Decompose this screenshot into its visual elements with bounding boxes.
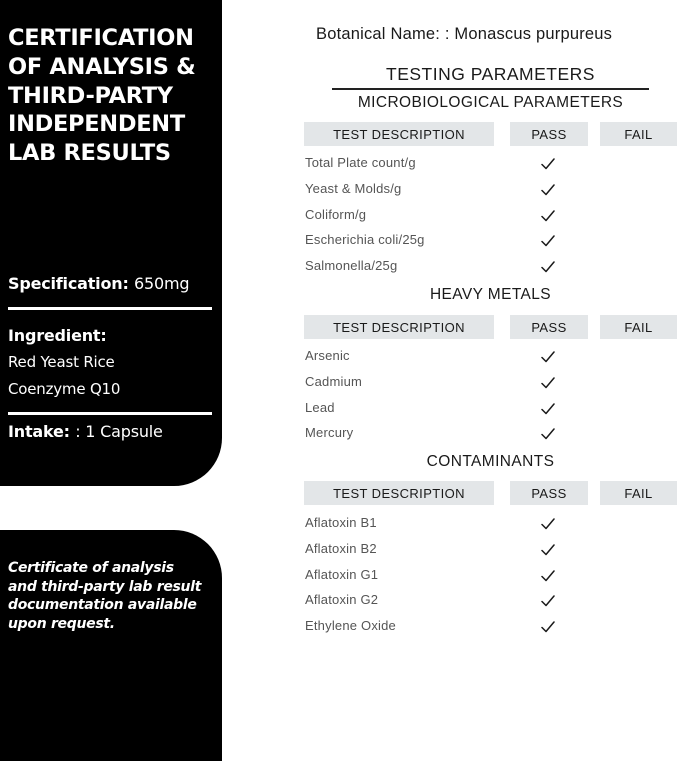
test-row-label: Yeast & Molds/g <box>305 180 402 196</box>
botanical-name: Botanical Name: : Monascus purpureus <box>316 25 613 43</box>
testing-title: TESTING PARAMETERS <box>386 64 595 84</box>
header-fail: FAIL <box>600 315 677 339</box>
checkmark-icon <box>541 402 555 414</box>
specification <box>8 274 189 293</box>
intake-label: Intake: <box>8 422 70 441</box>
checkmark-icon <box>541 594 555 606</box>
checkmark-icon <box>541 427 555 439</box>
title-underline <box>332 88 649 90</box>
header-pass: PASS <box>510 481 588 505</box>
test-row-label: Aflatoxin B1 <box>305 515 377 530</box>
test-row-label: Arsenic <box>305 348 350 363</box>
divider <box>8 307 212 310</box>
divider <box>8 412 212 415</box>
spec-value: 650mg <box>134 274 190 293</box>
checkmark-icon <box>541 350 555 362</box>
checkmark-icon <box>541 260 555 272</box>
note-line: and third-party lab result <box>8 578 202 595</box>
checkmark-icon <box>541 376 555 388</box>
intake-value: : 1 Capsule <box>75 422 163 441</box>
test-row-label: Escherichia coli/25g <box>305 232 425 248</box>
checkmark-icon <box>541 157 555 169</box>
header-pass: PASS <box>510 122 588 146</box>
headline-line: CERTIFICATION <box>8 25 194 51</box>
section-title: MICROBIOLOGICAL PARAMETERS <box>357 94 624 111</box>
header-fail: FAIL <box>600 481 677 505</box>
availability-note <box>8 559 218 633</box>
test-row-label: Ethylene Oxide <box>305 618 396 634</box>
test-row-label: Cadmium <box>305 373 363 389</box>
intake <box>8 422 163 441</box>
header-description: TEST DESCRIPTION <box>304 315 494 339</box>
checkmark-icon <box>541 620 555 632</box>
header-description: TEST DESCRIPTION <box>304 122 494 146</box>
checkmark-icon <box>541 517 555 529</box>
checkmark-icon <box>541 209 555 221</box>
checkmark-icon <box>541 183 555 195</box>
spec-label: Specification: <box>8 274 129 293</box>
headline-line: LAB RESULTS <box>8 140 171 167</box>
headline-line: THIRD-PARTY <box>8 82 173 109</box>
test-row-label: Salmonella/25g <box>305 258 398 274</box>
ingredient-item: Coenzyme Q10 <box>8 380 121 398</box>
ingredient-item: Red Yeast Rice <box>8 353 115 371</box>
note-line: documentation available <box>8 597 197 613</box>
header-pass: PASS <box>510 315 588 339</box>
headline-line: INDEPENDENT <box>8 111 185 138</box>
headline <box>8 24 213 168</box>
headline-line: OF ANALYSIS & <box>8 53 196 80</box>
note-line: upon request. <box>8 615 115 632</box>
header-fail: FAIL <box>600 122 677 146</box>
checkmark-icon <box>541 569 555 581</box>
test-row-label: Aflatoxin G2 <box>305 592 379 608</box>
ingredient-label: Ingredient: <box>8 326 107 345</box>
test-row-label: Coliform/g <box>305 206 367 222</box>
note-line: Certificate of analysis <box>8 560 174 576</box>
checkmark-icon <box>541 543 555 555</box>
test-row-label: Total Plate count/g <box>305 155 416 170</box>
test-row-label: Lead <box>305 399 335 415</box>
header-description: TEST DESCRIPTION <box>304 481 494 505</box>
section-title: HEAVY METALS <box>429 286 552 303</box>
test-row-label: Aflatoxin G1 <box>305 566 379 582</box>
checkmark-icon <box>541 234 555 246</box>
test-row-label: Aflatoxin B2 <box>305 540 377 556</box>
test-row-label: Mercury <box>305 425 354 441</box>
section-title: CONTAMINANTS <box>426 453 555 470</box>
